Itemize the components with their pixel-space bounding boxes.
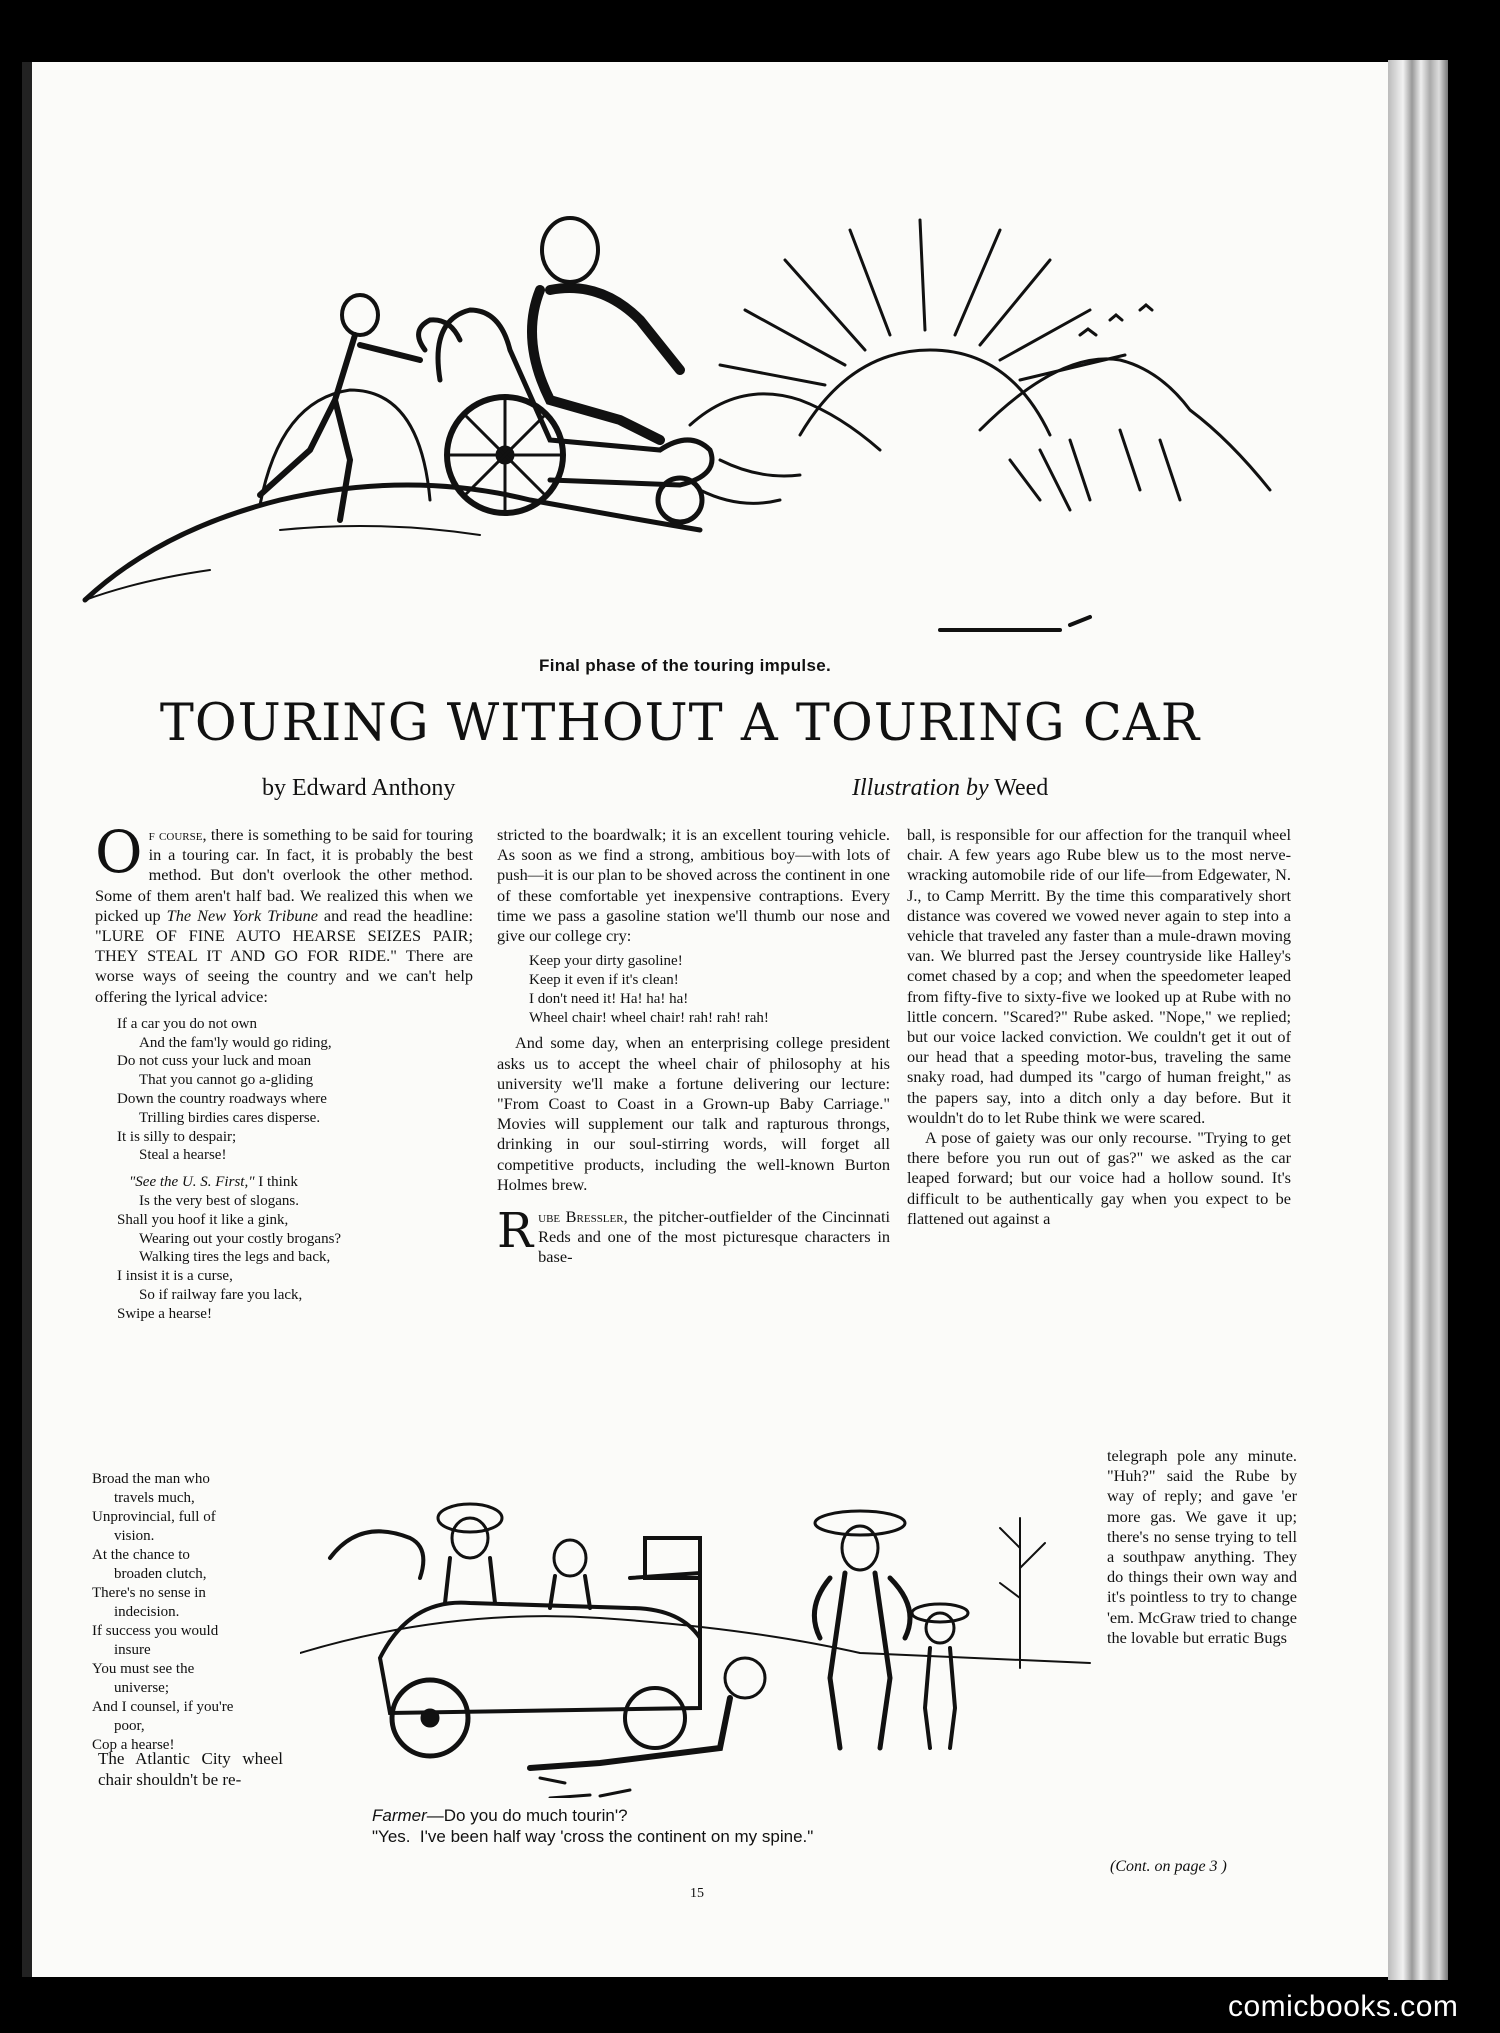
column-1	[95, 818, 473, 1332]
verse-line: If a car you do not own	[117, 1015, 257, 1032]
newspaper-title: The New York Tribune	[166, 905, 318, 925]
verse-line: At the chance to	[92, 1547, 190, 1563]
verse-line: Is the very best of slogans.	[139, 1193, 299, 1209]
verse-line: And I counsel, if you're	[92, 1699, 234, 1715]
top-illustration-wheelchair	[80, 200, 1300, 680]
verse-line: And the fam'ly would go riding,	[139, 1034, 332, 1051]
verse-line: If success you would	[92, 1623, 219, 1639]
col2-paragraph-3	[497, 1203, 891, 1268]
col2-paragraph-1: stricted to the boardwalk; it is an excellent touring vehicle. As soon as we find a strong, ambitious boy—with lots of push—it is our plan to be shoved across the continent in one of these comfortable yet inexpensive contraptions. Every time we pass a gasoline station we'll thumb our nose and give our college cry:	[497, 825, 890, 946]
column-2	[497, 825, 890, 1268]
verse-line: Trilling birdies cares disperse.	[139, 1109, 321, 1126]
verse-line: universe;	[114, 1680, 169, 1696]
caption-line-2: "Yes. I've been half way 'cross the continent on my spine."	[372, 1827, 814, 1846]
col2-paragraph-2: And some day, when an enterprising college president asks us to accept the wheel chair of philosophy at his university we'll make a fortune delivering our lecture: "From Coast to Coast in a Grown-up Baby Carriage." Movies will supplement our talk and rapturous throngs, drinking in our soul-stirring words, will forget all competitive products, including the well-known Burton Holmes brew.	[497, 1033, 890, 1194]
drop-cap-o: O	[95, 818, 143, 886]
cry-line: I don't need it! Ha! ha! ha!	[529, 990, 689, 1007]
college-cry-verse	[529, 952, 890, 1027]
verse-stanza-3	[92, 1470, 277, 1755]
verse-line: Steal a hearse!	[139, 1147, 227, 1164]
col1-paragraph-1	[95, 818, 473, 1007]
illustration-credit	[852, 775, 1048, 802]
col1-smallcaps-lead: f course	[148, 825, 203, 844]
col2-smallcaps-lead: ube Bressler	[538, 1207, 624, 1227]
verse-line: Cop a hearse!	[92, 1737, 175, 1753]
verse-line: Swipe a hearse!	[117, 1305, 212, 1322]
verse-line: That you cannot go a-gliding	[139, 1072, 314, 1089]
illustration-credit-prefix: Illustration by	[852, 775, 989, 801]
col1-text-b: and read the headline: "LURE OF FINE AUTO HEARSE SEIZES PAIR; THEY STEAL IT AND GO FOR RIDE." There are worse ways of seeing the country and we can't help offering the lyrical advice:	[95, 905, 473, 1006]
verse-line-rest: I think	[254, 1174, 298, 1191]
author-byline: by Edward Anthony	[262, 775, 456, 801]
col3-narrow-text: telegraph pole any minute. "Huh?" said the Rube by way of reply; and gave 'er more gas. We gave it up; there's no sense trying to tell a southpaw anything. They do things their own way and it's pointless to try to change 'em. McGraw tried to change the lovable but erratic Bugs	[1107, 1446, 1297, 1647]
site-watermark: comicbooks.com	[1228, 1990, 1459, 2023]
verse-line: You must see the	[92, 1661, 195, 1677]
verse-line: There's no sense in	[92, 1585, 206, 1601]
page-number: 15	[690, 1886, 704, 1901]
verse-line: travels much,	[114, 1490, 195, 1506]
illustrator-name: Weed	[994, 775, 1049, 801]
col1-bottom-line: The Atlantic City wheel chair shouldn't be re-	[98, 1749, 283, 1789]
verse-line: It is silly to despair;	[117, 1128, 237, 1145]
verse-line: Broad the man who	[92, 1471, 210, 1487]
column-3	[907, 825, 1291, 1229]
verse-stanza-1	[117, 1015, 473, 1165]
page-stack-edge	[1388, 60, 1448, 1980]
caption-speaker: Farmer	[372, 1806, 427, 1825]
slogan-italic: "See the U. S. First,"	[129, 1174, 255, 1191]
cry-line: Keep it even if it's clean!	[529, 972, 679, 989]
verse-line: So if railway fare you lack,	[139, 1286, 303, 1303]
verse-line: Do not cuss your luck and moan	[117, 1053, 312, 1070]
article-headline: TOURING WITHOUT A TOURING CAR	[159, 694, 1201, 753]
verse-line: broaden clutch,	[114, 1566, 207, 1582]
bottom-illustration-car	[300, 1478, 1100, 1798]
verse-line: vision.	[114, 1528, 155, 1544]
verse-line: insure	[114, 1642, 151, 1658]
cry-line: Keep your dirty gasoline!	[529, 953, 683, 970]
bottom-illustration-caption	[372, 1805, 813, 1847]
col1-text-a: , there is something to be said for touring in a touring car. In fact, it is probably the best method. But don't overlook the other method. Some of them aren't half bad. We realized this when we picked up	[95, 825, 473, 925]
verse-line: Wearing out your costly brogans?	[139, 1230, 342, 1247]
verse-line: Unprovincial, full of	[92, 1509, 216, 1525]
cry-line: Wheel chair! wheel chair! rah! rah! rah!	[529, 1009, 769, 1026]
verse-line: Down the country roadways where	[117, 1091, 327, 1108]
verse-line: poor,	[114, 1718, 145, 1734]
verse-line: I insist it is a curse,	[117, 1268, 233, 1285]
drop-cap-r: R	[497, 1203, 534, 1260]
verse-line	[117, 1173, 473, 1192]
col3-paragraph-2: A pose of gaiety was our only recourse. "Trying to get there before you run out of gas?" we asked as the car leaped forward; but our voice had a hollow sound. It's difficult to be authentically gay when you expect to be flattened out against a	[907, 1128, 1291, 1228]
verse-stanza-2-lines	[117, 1192, 473, 1324]
verse-line: Shall you hoof it like a gink,	[117, 1211, 289, 1228]
verse-stanza-2	[117, 1173, 473, 1323]
col3-paragraph-1: ball, is responsible for our affection for the tranquil wheel chair. A few years ago Rube blew us to the most nerve-wracking automobile ride of our life—from Edgewater, N. J., to Camp Merritt. By the time this comparatively short distance was covered we vowed never again to step into a vehicle that traveled any faster than a mule-drawn moving van. We blurred past the Jersey countryside like Halley's comet chased by a cop; and when the speedometer leaped from fifty-five to sixty-five we looked up at Rube with no little concern. "Scared?" Rube asked. "Nope," we replied; but our voice lacked conviction. We couldn't get it out of our head that a speeding motor-bus, traveling the same snaky road, had dumped its "cargo of human freight," as the papers say, into a ditch only a day before. But it wouldn't do to let Rube think we were scared.	[907, 825, 1291, 1127]
top-illustration-caption: Final phase of the touring impulse.	[539, 656, 831, 675]
caption-question: —Do you do much tourin'?	[426, 1806, 628, 1825]
verse-line: indecision.	[114, 1604, 180, 1620]
col2-text-c: , the pitcher-outfielder of the Cincinnati Reds and one of the most picturesque characters in base-	[538, 1207, 891, 1267]
page-gutter	[22, 62, 32, 1977]
verse-line: Walking tires the legs and back,	[139, 1249, 331, 1266]
continued-note: (Cont. on page 3 )	[1110, 1858, 1227, 1875]
caption-line-1	[372, 1805, 813, 1826]
col1-bottom-text	[98, 1748, 283, 1790]
